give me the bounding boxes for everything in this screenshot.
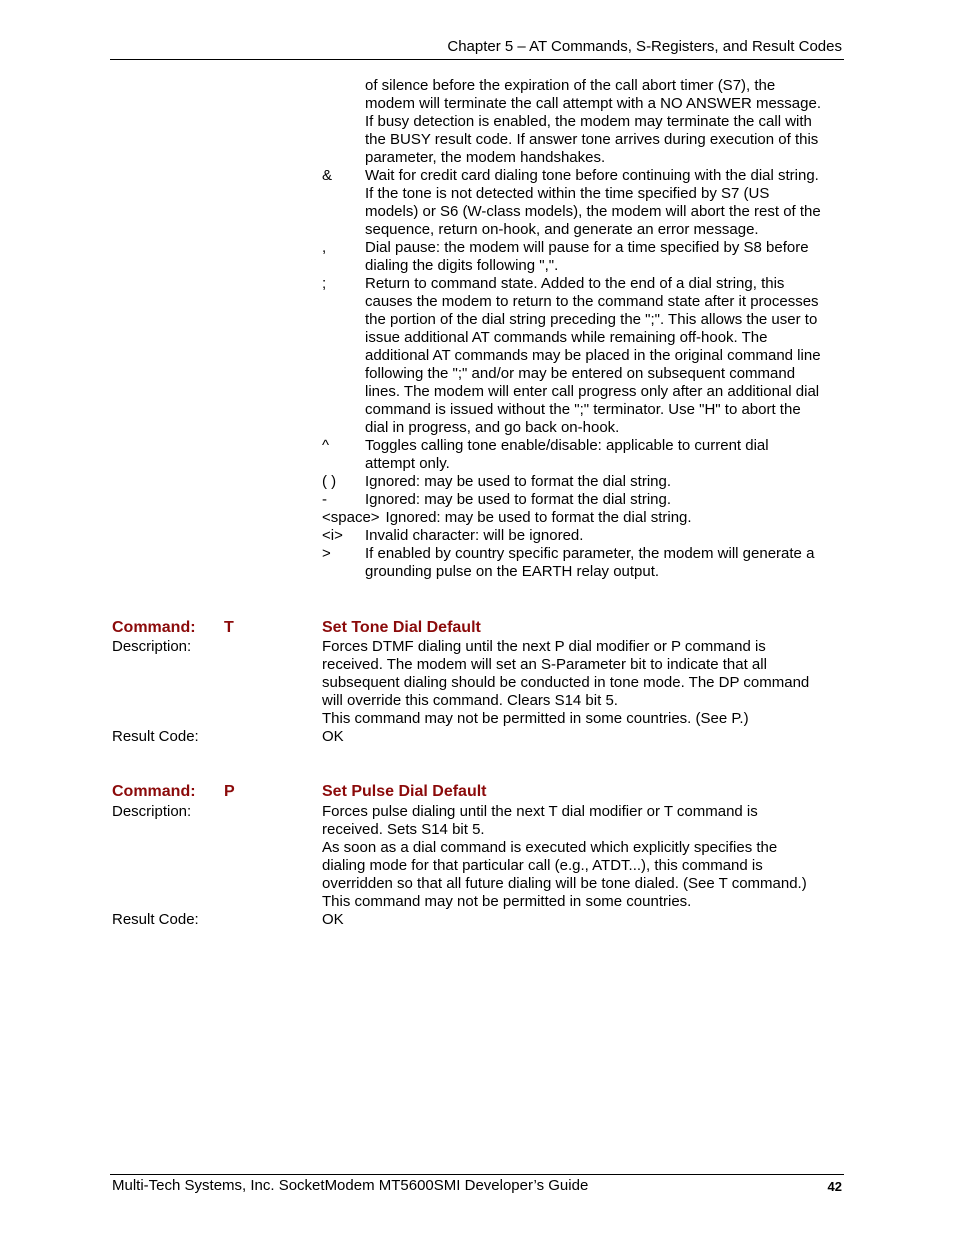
modifier-description	[365, 527, 847, 545]
text-line: models) or S6 (W-class models), the modem will abort the rest of the	[365, 203, 821, 220]
text-line: attempt only.	[365, 455, 450, 472]
text-line: following the ";" and/or may be entered on subsequent command	[365, 365, 796, 382]
modifier-symbol: >	[322, 545, 331, 562]
modifier-symbol: ( )	[322, 473, 337, 490]
command-p-label: Command:	[112, 783, 196, 800]
text-line: Invalid character: will be ignored.	[365, 527, 584, 544]
modifier-description	[365, 437, 847, 473]
modifier-symbol: -	[322, 491, 327, 508]
text-line: modem will terminate the call attempt with a NO ANSWER message.	[365, 95, 821, 112]
modifier-greater-than	[322, 545, 847, 581]
text-line: causes the modem to return to the command state after it processes	[365, 293, 819, 310]
page-header-chapter: Chapter 5 – AT Commands, S-Registers, and Result Codes	[447, 38, 842, 55]
text-line: of silence before the expiration of the call abort timer (S7), the	[365, 77, 776, 94]
text-line: overridden so that all future dialing will be tone dialed. (See T command.)	[322, 875, 807, 892]
text-line: Wait for credit card dialing tone before continuing with the dial string.	[365, 167, 819, 184]
text-line: dial in progress, and go back on-hook.	[365, 419, 620, 436]
modifier-invalid	[322, 527, 847, 545]
modifier-description	[365, 545, 847, 581]
command-p-code: P	[224, 783, 235, 800]
modifier-symbol: <i>	[322, 527, 343, 544]
text-line: Toggles calling tone enable/disable: applicable to current dial	[365, 437, 769, 454]
modifier-symbol: <space>	[322, 509, 380, 526]
text-line: will override this command. Clears S14 bit 5.	[322, 692, 618, 709]
text-line: dialing mode for that particular call (e.g., ATDT...), this command is	[322, 857, 763, 874]
modifier-caret	[322, 437, 847, 473]
command-p-description	[322, 803, 807, 911]
text-line: command is issued without the ";" terminator. Use "H" to abort the	[365, 401, 801, 418]
modifier-description	[365, 167, 847, 239]
page-number: 42	[827, 1179, 842, 1194]
command-t-result-label: Result Code:	[112, 728, 199, 745]
text-line: As soon as a dial command is executed which explicitly specifies the	[322, 839, 778, 856]
text-line: This command may not be permitted in some countries. (See P.)	[322, 710, 749, 727]
text-line: Ignored: may be used to format the dial string.	[365, 491, 671, 508]
header-rule	[110, 59, 844, 60]
text-line: subsequent dialing should be conducted in tone mode. The DP command	[322, 674, 810, 691]
text-line: grounding pulse on the EARTH relay output.	[365, 563, 660, 580]
text-line: Forces DTMF dialing until the next P dial modifier or P command is	[322, 638, 766, 655]
command-t-code: T	[224, 619, 234, 636]
text-line: sequence, return on-hook, and generate an error message.	[365, 221, 759, 238]
command-p-result-value: OK	[322, 911, 344, 928]
text-line: This command may not be permitted in some countries.	[322, 893, 692, 910]
command-t-label: Command:	[112, 619, 196, 636]
text-line: Return to command state. Added to the end of a dial string, this	[365, 275, 785, 292]
modifier-symbol: &	[322, 167, 333, 184]
dial-modifier-list	[322, 167, 847, 581]
text-line: received. Sets S14 bit 5.	[322, 821, 485, 838]
text-line: parameter, the modem handshakes.	[365, 149, 606, 166]
text-line: lines. The modem will enter call progress only after an additional dial	[365, 383, 820, 400]
text-line: issue additional AT commands while remaining off-hook. The	[365, 329, 768, 346]
command-t-description	[322, 638, 809, 728]
modifier-description: Ignored: may be used to format the dial string.	[385, 509, 692, 526]
text-line: If enabled by country specific parameter, the modem will generate a	[365, 545, 815, 562]
command-t-result-value: OK	[322, 728, 344, 745]
modifier-description	[365, 239, 847, 275]
modifier-description	[365, 275, 847, 437]
command-p-description-label: Description:	[112, 803, 192, 820]
modifier-description	[365, 473, 847, 491]
modifier-comma	[322, 239, 847, 275]
modifier-symbol: ^	[322, 437, 330, 454]
modifier-symbol: ;	[322, 275, 327, 292]
modifier-semicolon	[322, 275, 847, 437]
modifier-symbol: ,	[322, 239, 327, 256]
text-line: Ignored: may be used to format the dial string.	[365, 473, 671, 490]
text-line: additional AT commands may be placed in the original command line	[365, 347, 821, 364]
modifier-parentheses	[322, 473, 847, 491]
modifier-space	[322, 509, 847, 527]
command-t-title: Set Tone Dial Default	[322, 619, 481, 636]
text-line: If busy detection is enabled, the modem may terminate the call with	[365, 113, 812, 130]
command-t-description-label: Description:	[112, 638, 192, 655]
text-line: received. The modem will set an S-Parameter bit to indicate that all	[322, 656, 767, 673]
footer-text: Multi-Tech Systems, Inc. SocketModem MT5600SMI Developer’s Guide	[112, 1177, 589, 1194]
text-line: Forces pulse dialing until the next T dial modifier or T command is	[322, 803, 758, 820]
footer-rule	[110, 1174, 844, 1175]
modifier-description	[365, 491, 847, 509]
modifier-hyphen	[322, 491, 847, 509]
text-line: the BUSY result code. If answer tone arrives during execution of this	[365, 131, 819, 148]
text-line: the portion of the dial string preceding the ";". This allows the user to	[365, 311, 818, 328]
command-p-result-label: Result Code:	[112, 911, 199, 928]
text-line: If the tone is not detected within the time specified by S7 (US	[365, 185, 770, 202]
text-line: Dial pause: the modem will pause for a time specified by S8 before	[365, 239, 809, 256]
continuation-paragraph	[365, 77, 845, 167]
command-p-title: Set Pulse Dial Default	[322, 783, 487, 800]
modifier-ampersand	[322, 167, 847, 239]
text-line: dialing the digits following ",".	[365, 257, 559, 274]
